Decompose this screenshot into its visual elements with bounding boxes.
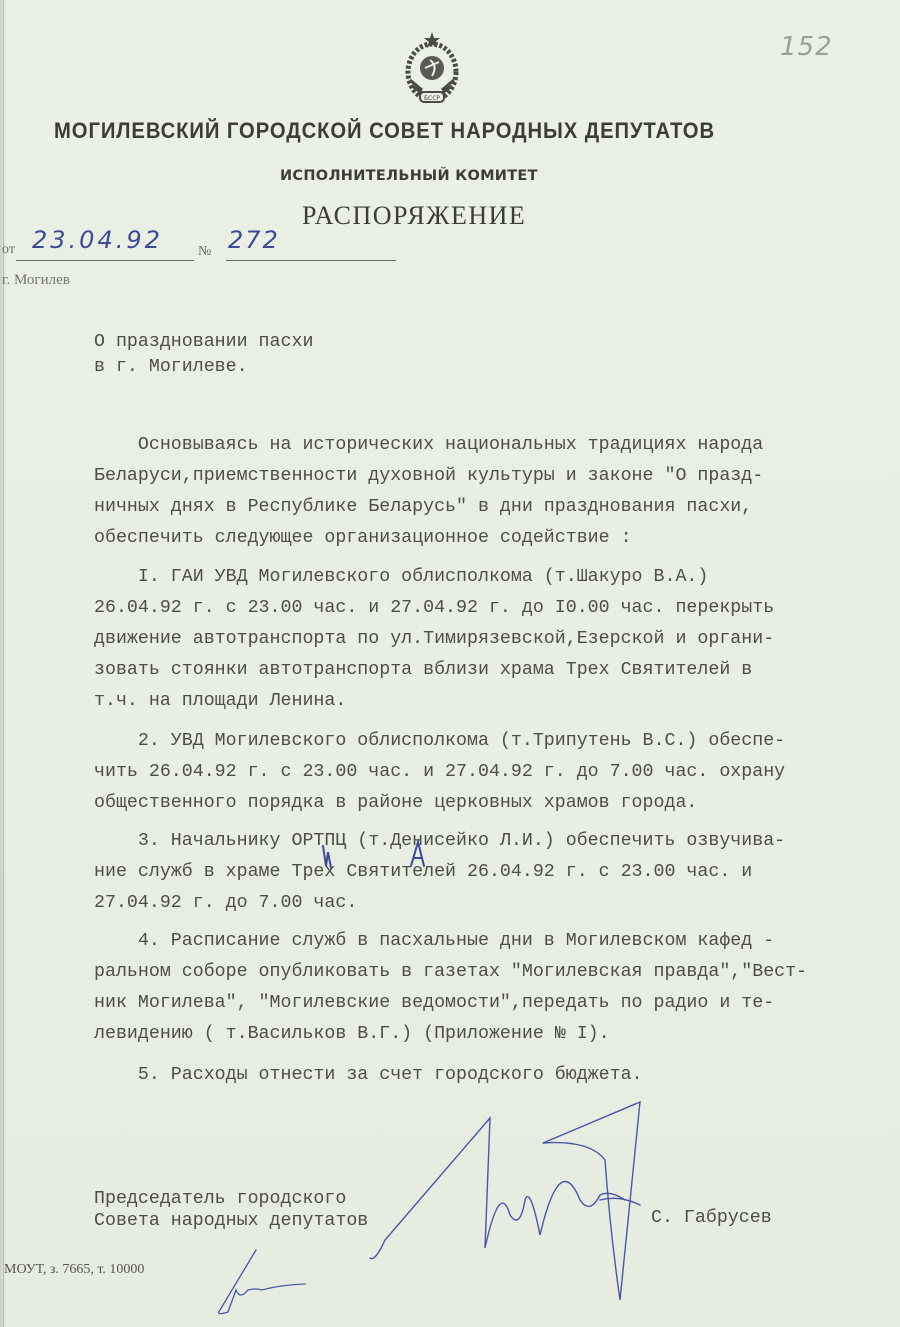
signature-icon (370, 1102, 640, 1300)
title-line: Председатель городского (94, 1189, 347, 1209)
text-line: 4. Расписание служб в пасхальные дни в Могилевском кафед - (94, 931, 775, 951)
text-line: Основываясь на исторических национальных традициях народа (94, 435, 764, 455)
city-label: г. Могилев (2, 272, 70, 288)
text-line: ральном соборе опубликовать в газетах "Могилевская правда","Вест- (94, 962, 808, 982)
subject-line: О праздновании пасхи (94, 332, 314, 352)
text-line: чить 26.04.92 г. с 23.00 час. и 27.04.92 г. до 7.00 час. охрану (94, 762, 786, 782)
text-line: движение автотранспорта по ул.Тимирязевской,Езерской и органи- (94, 629, 775, 649)
committee-title: ИСПОЛНИТЕЛЬНЫЙ КОМИТЕТ (280, 168, 538, 184)
text-line: 27.04.92 г. до 7.00 час. (94, 893, 358, 913)
page-edge-rule (3, 0, 4, 1327)
text-line: ничных днях в Республике Беларусь" в дни празднования пасхи, (94, 497, 753, 517)
bssr-coat-of-arms-icon (392, 28, 472, 108)
date-number-row (0, 222, 420, 262)
text-line: общественного порядка в районе церковных храмов города. (94, 793, 698, 813)
svg-text:БССР: БССР (423, 95, 441, 102)
date-underline (16, 260, 194, 261)
number-underline (226, 260, 396, 261)
text-line: I. ГАИ УВД Могилевского облисполкома (т.Шакуро В.А.) (94, 567, 709, 587)
print-info: МОУТ, з. 7665, т. 10000 (4, 1262, 145, 1277)
date-prefix: от (2, 242, 15, 257)
text-line: ние служб в храме Трех Святителей 26.04.92 г. с 23.00 час. и (94, 862, 753, 882)
text-line: ник Могилева", "Могилевские ведомости",передать по радио и те- (94, 993, 775, 1013)
text-line: левидению ( т.Васильков В.Г.) (Приложение № I). (94, 1024, 610, 1044)
text-line: Беларуси,приемственности духовной культуры и законе "О празд- (94, 466, 764, 486)
document-subject (94, 330, 313, 380)
order-item-5 (94, 1060, 643, 1091)
text-line: 5. Расходы отнести за счет городского бюджета. (94, 1065, 643, 1085)
signatory-title (94, 1188, 368, 1232)
organization-title: МОГИЛЕВСКИЙ ГОРОДСКОЙ СОВЕТ НАРОДНЫХ ДЕПУТАТОВ (54, 118, 716, 143)
order-item-4 (94, 926, 807, 1050)
subject-line: в г. Могилеве. (94, 357, 248, 377)
document-type-title: РАСПОРЯЖЕНИЕ (302, 201, 527, 230)
archive-sheet-number: 152 (780, 32, 833, 62)
order-item-3 (94, 826, 785, 919)
text-line: обеспечить следующее организационное содействие : (94, 528, 632, 548)
document-date: 23.04.92 (32, 226, 163, 254)
text-line: зовать стоянки автотранспорта вблизи храма Трех Святителей в (94, 660, 753, 680)
order-item-2 (94, 726, 785, 819)
number-sign: № (198, 244, 212, 259)
title-line: Совета народных депутатов (94, 1211, 369, 1231)
text-line: 3. Начальнику ОРТПЦ (т.Денисейко Л.И.) обеспечить озвучива- (94, 831, 786, 851)
signatory-name: С. Габрусев (651, 1208, 772, 1228)
text-line: т.ч. на площади Ленина. (94, 691, 347, 711)
initials-icon (219, 1250, 305, 1314)
preamble-paragraph (94, 430, 763, 554)
text-line: 2. УВД Могилевского облисполкома (т.Трипутень В.С.) обеспе- (94, 731, 786, 751)
text-line: 26.04.92 г. с 23.00 час. и 27.04.92 г. до I0.00 час. перекрыть (94, 598, 775, 618)
order-item-1 (94, 562, 774, 717)
document-number: 272 (228, 226, 280, 254)
